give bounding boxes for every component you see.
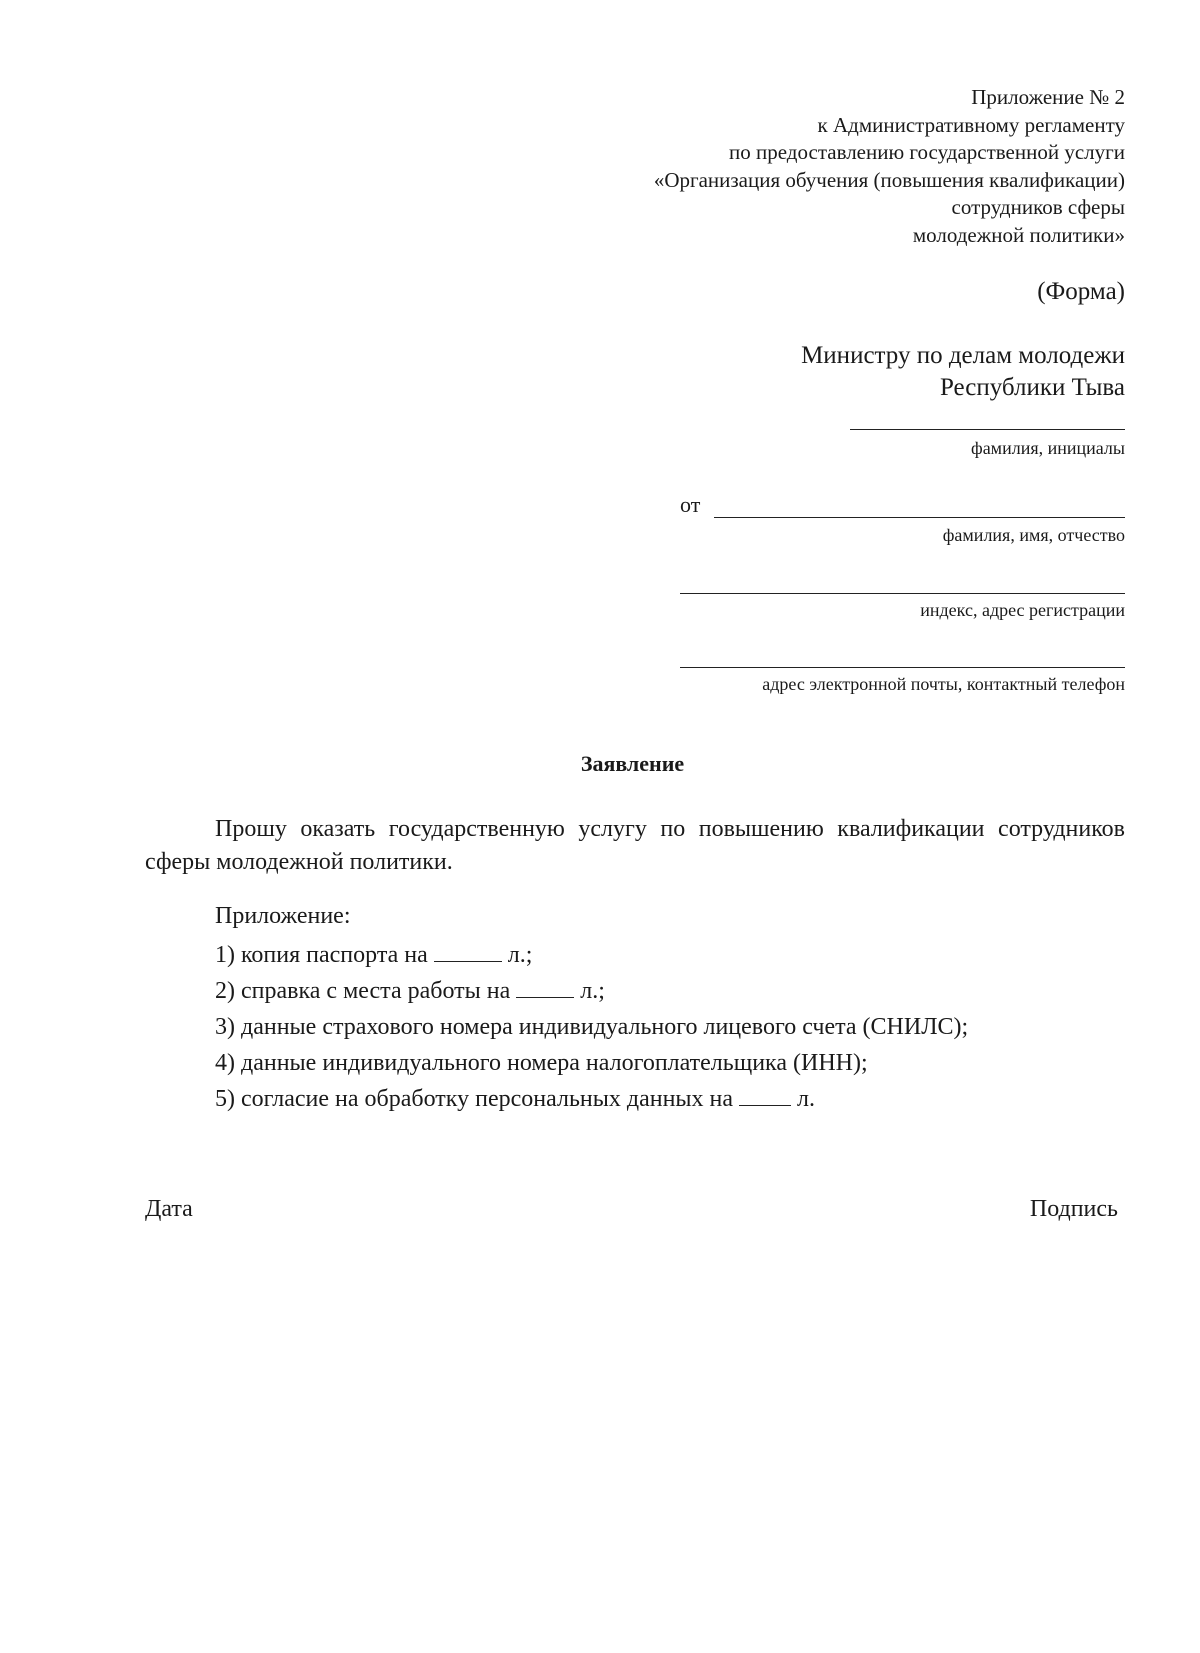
attachment-text: 1) копия паспорта на bbox=[215, 942, 434, 968]
attachment-suffix: л. bbox=[791, 1086, 816, 1112]
appendix-line: «Организация обучения (повышения квалификации) bbox=[653, 167, 1125, 192]
appendix-line: Приложение № 2 bbox=[971, 85, 1125, 109]
document-title: Заявление bbox=[580, 751, 685, 776]
from-label: от bbox=[680, 492, 701, 517]
sender-name-caption: фамилия, имя, отчество bbox=[942, 525, 1125, 545]
attachment-suffix: л.; bbox=[501, 942, 533, 968]
sender-contact-caption: адрес электронной почты, контактный телефон bbox=[762, 674, 1125, 694]
form-label: (Форма) bbox=[1037, 278, 1125, 305]
addressee-line-1: Министру по делам молодежи bbox=[801, 342, 1125, 369]
pages-count-field[interactable] bbox=[739, 1085, 791, 1106]
appendix-line: молодежной политики» bbox=[912, 222, 1125, 247]
appendix-line: к Административному регламенту bbox=[817, 112, 1125, 137]
attachment-item bbox=[215, 1009, 968, 1045]
signature-label: Подпись bbox=[1029, 1196, 1118, 1222]
attachment-text: 5) согласие на обработку персональных данных на bbox=[215, 1086, 740, 1112]
appendix-line: сотрудников сферы bbox=[951, 195, 1125, 219]
attachment-item bbox=[215, 1081, 968, 1117]
attachments-list bbox=[215, 937, 968, 1117]
attachment-text: 4) данные индивидуального номера налогоплательщика (ИНН); bbox=[215, 1050, 868, 1076]
sender-address-caption: индекс, адрес регистрации bbox=[920, 600, 1125, 620]
attachment-text: 3) данные страхового номера индивидуального лицевого счета (СНИЛС); bbox=[215, 1014, 969, 1040]
pages-count-field[interactable] bbox=[434, 941, 502, 962]
attachment-text: 2) справка с места работы на bbox=[215, 978, 517, 1004]
appendix-header bbox=[654, 84, 1125, 249]
attachments-heading: Приложение: bbox=[215, 903, 351, 929]
sender-address-field[interactable] bbox=[680, 593, 1125, 594]
attachment-item bbox=[215, 937, 968, 973]
pages-count-field[interactable] bbox=[516, 977, 574, 998]
addressee-line-2: Республики Тыва bbox=[939, 374, 1125, 401]
sender-contact-field[interactable] bbox=[680, 667, 1125, 668]
request-text: Прошу оказать государственную услугу по повышению квалификации сотрудников сферы молодежной политики. bbox=[145, 816, 1125, 875]
addressee-name-field[interactable] bbox=[850, 429, 1125, 430]
appendix-line: по предоставлению государственной услуги bbox=[729, 140, 1125, 164]
attachment-item bbox=[215, 1045, 968, 1081]
addressee-name-caption: фамилия, инициалы bbox=[971, 438, 1125, 458]
attachment-item bbox=[215, 973, 968, 1009]
attachment-suffix: л.; bbox=[574, 978, 605, 1004]
sender-name-field[interactable] bbox=[714, 517, 1125, 518]
date-label: Дата bbox=[145, 1196, 193, 1222]
